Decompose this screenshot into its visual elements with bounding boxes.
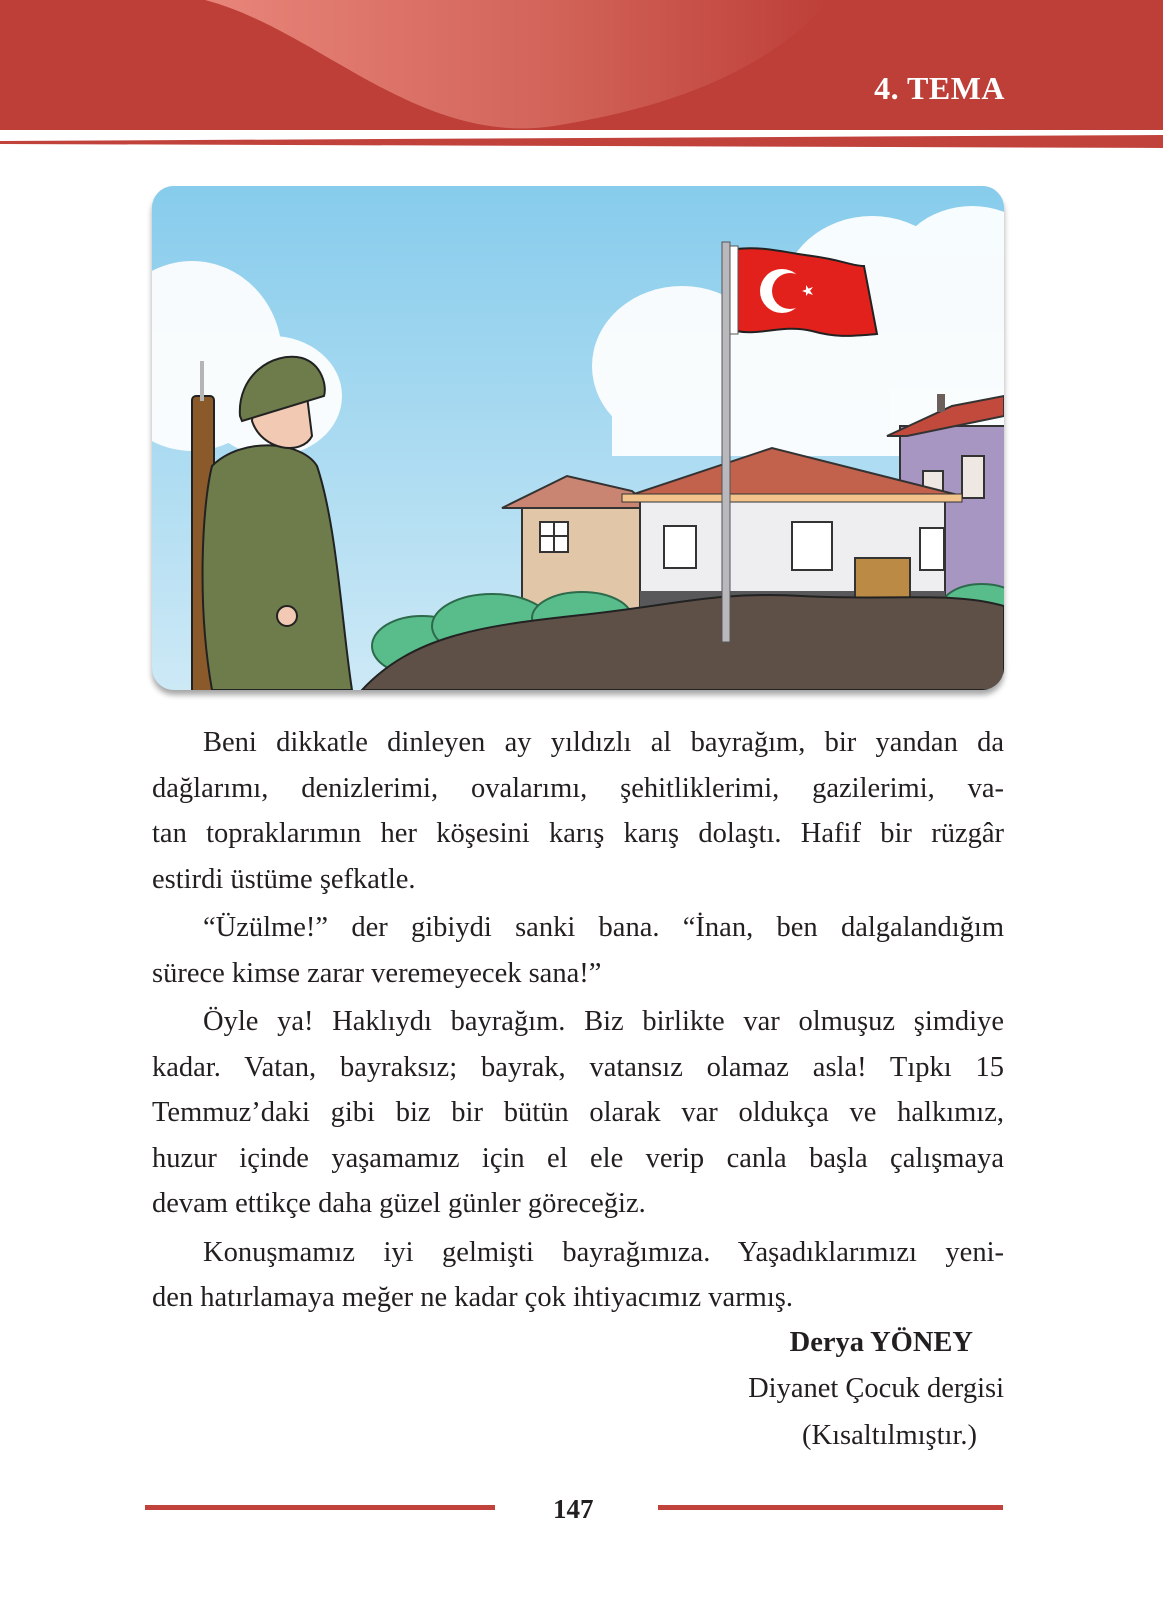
footer-rule-right	[658, 1505, 1003, 1510]
footer-rule-left	[145, 1505, 495, 1510]
text-line: Öyle ya! Haklıydı bayrağım. Biz birlikte var olmuşuz şimdiye	[203, 1006, 1004, 1037]
text-line: devam ettikçe daha güzel günler göreceğiz.	[152, 1188, 646, 1219]
author-name: Derya YÖNEY	[789, 1327, 973, 1358]
story-text	[152, 720, 1004, 1321]
flag-pole	[722, 242, 730, 642]
soldier-flag-scene	[152, 186, 1004, 690]
text-line: estirdi üstüme şefkatle.	[152, 863, 416, 895]
header-wave-decoration	[0, 0, 1163, 130]
text-line: sürece kimse zarar veremeyecek sana!”	[152, 957, 602, 989]
theme-header-band	[0, 0, 1163, 130]
paragraph-3	[152, 999, 1004, 1227]
text-line: kadar. Vatan, bayraksız; bayrak, vatansız olamaz asla! Tıpkı 15	[152, 1051, 1004, 1083]
theme-title: 4. TEMA	[874, 70, 1005, 106]
text-line: den hatırlamaya meğer ne kadar çok ihtiyacımız varmış.	[152, 1282, 793, 1313]
source-publication: Diyanet Çocuk dergisi	[748, 1373, 1004, 1404]
header-stripe	[0, 134, 1163, 152]
text-line: dağlarımı, denizlerimi, ovalarımı, şehitliklerimi, gazilerimi, va-	[152, 772, 1004, 804]
text-line: Konuşmamız iyi gelmişti bayrağımıza. Yaşadıklarımızı yeni-	[203, 1236, 1004, 1268]
abridged-note: (Kısaltılmıştır.)	[802, 1420, 977, 1451]
text-line: Temmuz’daki gibi biz bir bütün olarak var oldukça ve halkımız,	[152, 1097, 1004, 1128]
story-illustration	[152, 186, 1004, 690]
paragraph-1	[152, 720, 1004, 902]
text-line: Beni dikkatle dinleyen ay yıldızlı al bayrağım, bir yandan da	[203, 727, 1004, 758]
paragraph-2	[152, 905, 1004, 996]
text-line: huzur içinde yaşamamız için el ele verip canla başla çalışmaya	[152, 1142, 1004, 1174]
page-number: 147	[553, 1494, 594, 1524]
text-line: tan topraklarımın her köşesini karış karış dolaştı. Hafif bir rüzgâr	[152, 818, 1004, 849]
text-line: “Üzülme!” der gibiydi sanki bana. “İnan, ben dalgalandığım	[203, 912, 1004, 943]
paragraph-4	[152, 1230, 1004, 1321]
